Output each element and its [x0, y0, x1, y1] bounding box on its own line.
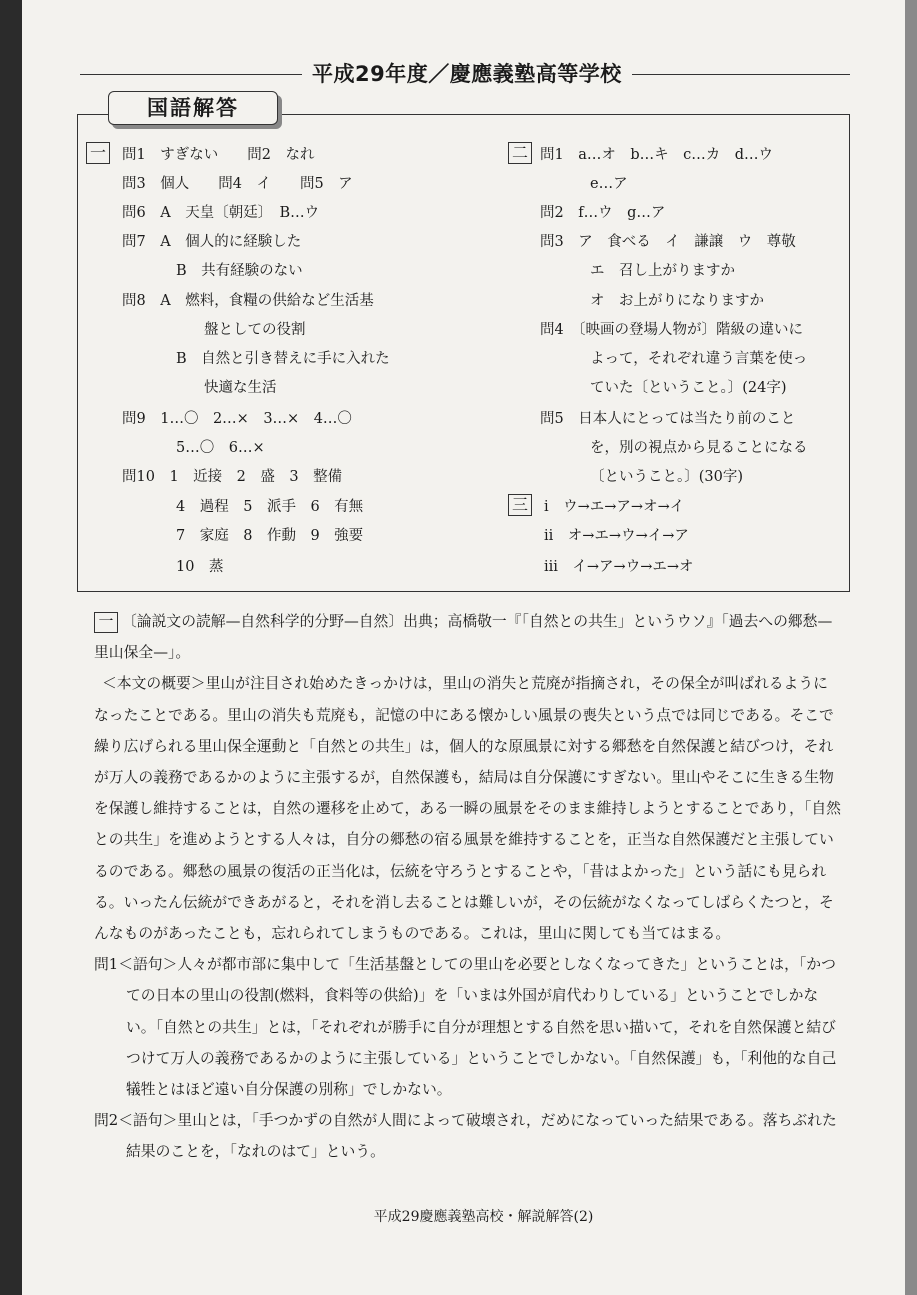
answer-right-line: ⅲ イ→ア→ウ→エ→オ	[544, 559, 694, 575]
scan-edge-left	[0, 0, 22, 1295]
explanation-question-1: 問1＜語句＞人々が都市部に集中して「生活基盤としての里山を必要としなくなってきた」ということは，「かつての日本の里山の役割(燃料，食料等の供給)」を「いまは外国が肩代わりしている」ということでしかない。「自然との共生」とは，「それぞれが勝手に自分が理想とする自然を思い描いて，それを自然保護と結びつけて万人の義務であるかのように主張している」ということでしかない。「自然保護」も，「利他的な自己犠牲とはほど遠い自分保護の別称」でしかない。	[94, 956, 837, 1099]
answer-left-line: 7 家庭 8 作動 9 強要	[176, 528, 364, 544]
answer-right-line: 問5 日本人にとっては当たり前のこと	[540, 411, 796, 427]
explanation	[94, 606, 842, 1168]
explanation-summary-text: ＜本文の概要＞里山が注目され始めたきっかけは，里山の消失と荒廃が指摘され，その保全が叫ばれるようになったことである。里山の消失も荒廃も，記憶の中にある懐かしい風景の喪失という点では同じである。そこで繰り広げられる里山保全運動と「自然との共生」は，個人的な原風景に対する郷愁を自然保護と結びつけ，それが万人の義務であるかのように主張するが，自然保護も，結局は自分保護にすぎない。里山やそこに生きる生物を保護し維持することは，自然の遷移を止めて，ある一瞬の風景をそのまま維持しようとすることであり，「自然との共生」を進めようとする人々は，自分の郷愁の宿る風景を維持することを，正当な自然保護だと主張しているのである。郷愁の風景の復活の正当化は，伝統を守ろうとすることや，「昔はよかった」という話にも見られる。いったん伝統ができあがると，それを消し去ることは難しいが，その伝統がなくなってしばらくたつと，そんなものがあったことも，忘れられてしまうものである。これは，里山に関しても当てはまる。	[94, 675, 841, 943]
explanation-intro	[94, 606, 842, 668]
answer-left-line: 5…〇 6…×	[176, 440, 265, 456]
scan-edge-right	[905, 0, 917, 1295]
answer-left-line: 10 蒸	[176, 559, 224, 575]
heading-row	[80, 56, 850, 92]
answer-left-line: 問6 A 天皇〔朝廷〕 B…ウ	[122, 205, 320, 221]
answer-left-line: 問1 すぎない 問2 なれ	[122, 147, 315, 163]
answer-left-line: 問3 個人 問4 イ 問5 ア	[122, 176, 353, 192]
answer-left-line: B 共有経験のない	[176, 263, 303, 279]
answer-right-line: ⅱ オ→エ→ウ→イ→ア	[544, 528, 689, 544]
answer-left-line: B 自然と引き替えに手に入れた	[176, 351, 390, 367]
answer-right-line: 問3 ア 食べる イ 謙譲 ウ 尊敬	[540, 234, 796, 250]
section-mark-3: 三	[508, 494, 532, 516]
answer-left-line: 問10 1 近接 2 盛 3 整備	[122, 469, 343, 485]
answer-right-line: よって，それぞれ違う言葉を使っ	[590, 351, 808, 367]
page-title: 平成29年度／慶應義塾高等学校	[302, 58, 632, 88]
answer-right-line: を，別の視点から見ることになる	[590, 440, 808, 456]
answer-right-line: ていた〔ということ。〕(24字)	[590, 380, 787, 396]
footer-text: 平成29慶應義塾高校・解説解答(2)	[373, 1209, 594, 1225]
section-mark-2: 二	[508, 142, 532, 164]
answer-box-label: 国語解答	[108, 91, 278, 125]
answer-right-line: 問2 f…ウ g…ア	[540, 205, 666, 221]
answer-left-line: 問8 A 燃料，食糧の供給など生活基	[122, 293, 374, 309]
answer-left-line: 盤としての役割	[204, 322, 306, 338]
answer-right-line: オ お上がりになりますか	[590, 293, 764, 309]
section-mark-1: 一	[86, 142, 110, 164]
answer-box	[77, 114, 850, 592]
answer-right-line: ⅰ ウ→エ→ア→オ→イ	[544, 499, 685, 515]
explanation-intro-text: 〔論説文の読解—自然科学的分野—自然〕出典；高橋敬一『「自然との共生」というウソ』「過去への郷愁—里山保全—」。	[94, 613, 833, 662]
answer-left-line: 4 過程 5 派手 6 有無	[176, 499, 364, 515]
answer-left-line: 問7 A 個人的に経験した	[122, 234, 302, 250]
answer-right-line: e…ア	[590, 176, 628, 192]
answer-right-line: 問4 〔映画の登場人物が〕階級の違いに	[540, 322, 803, 338]
page	[22, 0, 905, 1295]
answer-right-line: エ 召し上がりますか	[590, 263, 735, 279]
explanation-question-2: 問2＜語句＞里山とは，「手つかずの自然が人間によって破壊され，だめになっていった結果である。落ちぶれた結果のことを，「なれのはて」という。	[94, 1112, 837, 1161]
answer-left-line: 問9 1…〇 2…× 3…× 4…〇	[122, 411, 352, 427]
explanation-summary	[94, 668, 842, 949]
explanation-section-mark: 一	[94, 612, 118, 633]
answer-left-line: 快適な生活	[204, 380, 277, 396]
page-footer	[22, 1206, 905, 1226]
answer-right-line: 問1 a…オ b…キ c…カ d…ウ	[540, 147, 774, 163]
answer-right-line: 〔ということ。〕(30字)	[590, 469, 744, 485]
